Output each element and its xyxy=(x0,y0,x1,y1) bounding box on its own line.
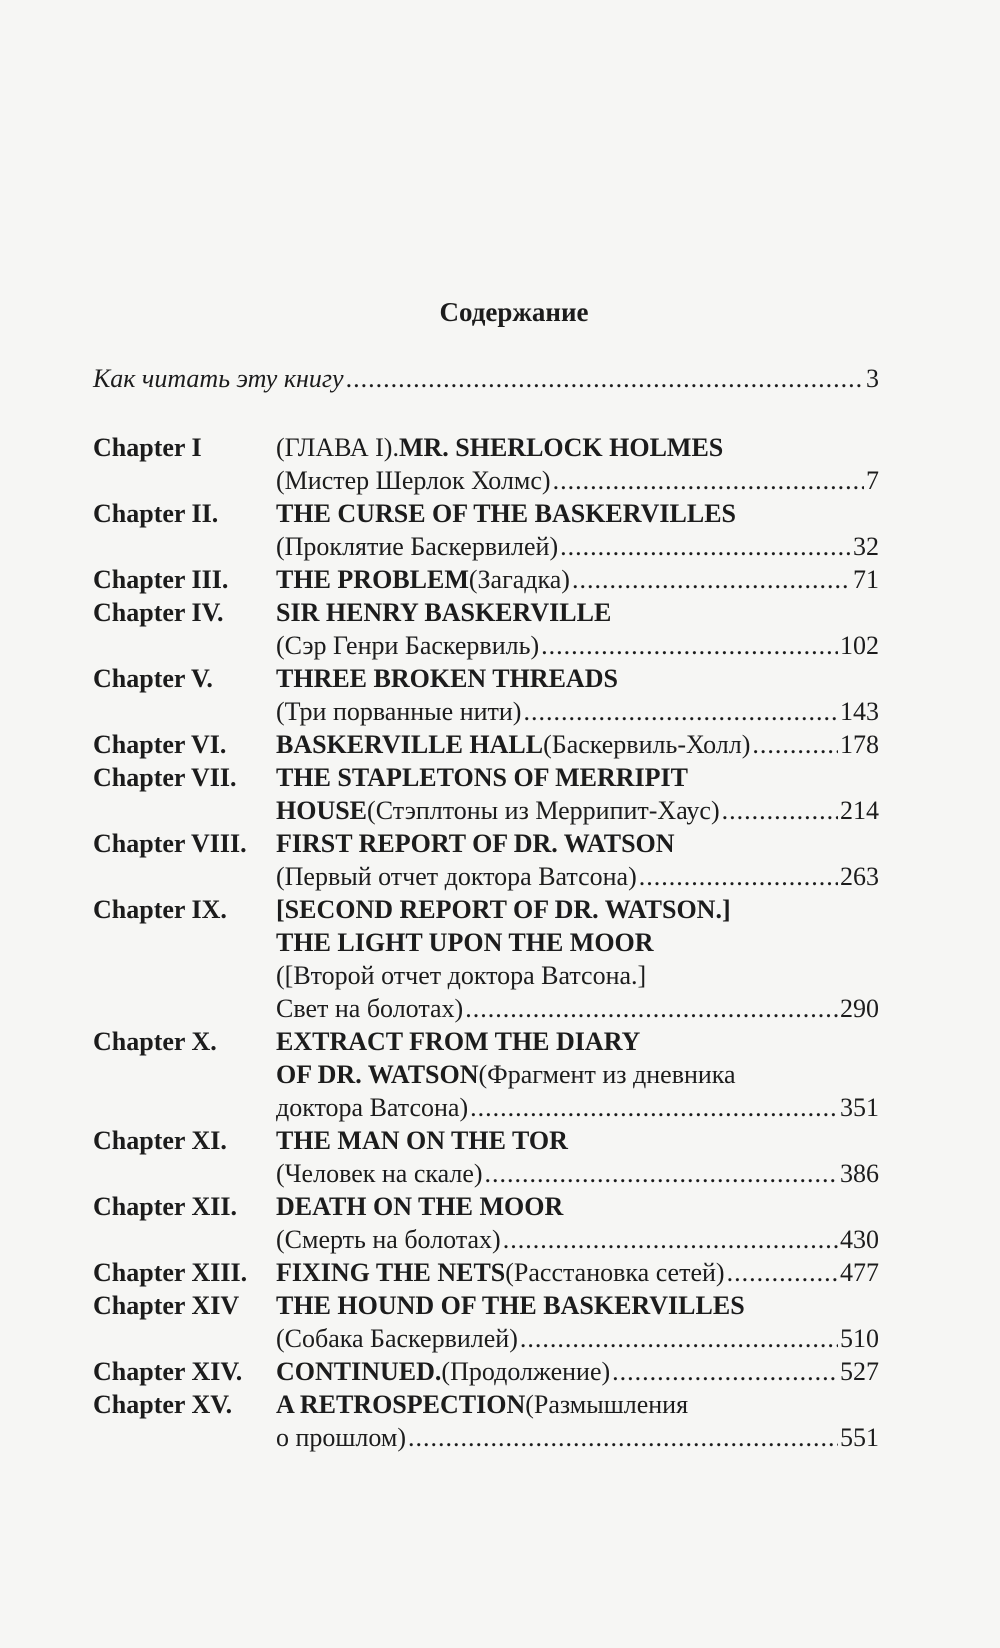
entry-title-ru: (Сэр Генри Баскервиль) xyxy=(276,631,540,660)
entry-subtitle xyxy=(276,1421,879,1454)
toc-entry-line xyxy=(93,497,879,530)
page-number: 430 xyxy=(840,1225,879,1254)
entry-title-ru: ([Второй отчет доктора Ватсона.] xyxy=(276,961,647,990)
entry-title-ru: (Три порванные нити) xyxy=(276,697,522,726)
page-number: 386 xyxy=(840,1159,879,1188)
page-number: 551 xyxy=(840,1423,879,1452)
entry-title-en: THE LIGHT UPON THE MOOR xyxy=(276,928,654,957)
entry-title-en: THREE BROKEN THREADS xyxy=(276,664,618,693)
entry-title xyxy=(276,1388,879,1421)
entry-title-en: THE PROBLEM xyxy=(276,565,469,594)
dot-leader xyxy=(553,464,864,497)
entry-title xyxy=(276,1190,879,1223)
toc-entry-line xyxy=(93,629,879,662)
dot-leader xyxy=(560,530,851,563)
chapter-label: Chapter VI. xyxy=(93,730,227,759)
toc-entry-line xyxy=(93,794,879,827)
toc-entry-line xyxy=(93,1190,879,1223)
toc-entry-line xyxy=(93,893,879,926)
chapter-label: Chapter XII. xyxy=(93,1192,237,1221)
entry-subtitle xyxy=(276,959,879,992)
toc-entry-line xyxy=(93,1256,879,1289)
entry-title-en: SIR HENRY BASKERVILLE xyxy=(276,598,612,627)
entry-title xyxy=(276,1355,879,1388)
toc-entry-line xyxy=(93,728,879,761)
entry-title-ru: (Человек на скале) xyxy=(276,1159,483,1188)
entry-title-en: EXTRACT FROM THE DIARY xyxy=(276,1027,641,1056)
entry-title-ru: (Мистер Шерлок Холмс) xyxy=(276,466,551,495)
entry-title-ru: (Расстановка сетей) xyxy=(505,1258,725,1287)
entry-subtitle xyxy=(276,629,879,662)
entry-title-en: HOUSE xyxy=(276,796,368,825)
toc-entry-line xyxy=(93,563,879,596)
toc-entry-line xyxy=(93,464,879,497)
entry-subtitle xyxy=(276,860,879,893)
toc-entry-line xyxy=(93,926,879,959)
toc-entry-line xyxy=(93,530,879,563)
page-number: 3 xyxy=(866,364,879,393)
entry-title-ru: (Продолжение) xyxy=(441,1357,611,1386)
toc-entry-intro xyxy=(93,362,879,395)
chapter-label: Chapter IV. xyxy=(93,598,224,627)
entry-title-ru: (Загадка) xyxy=(468,565,570,594)
toc-entry-line xyxy=(93,992,879,1025)
entry-title-ru: (Стэплтоны из Меррипит-Хаус) xyxy=(367,796,720,825)
toc-entry-line xyxy=(93,761,879,794)
entry-title-ru: о прошлом) xyxy=(276,1423,407,1452)
toc-entry-line xyxy=(93,596,879,629)
chapter-label: Chapter I xyxy=(93,433,202,462)
entry-title-en: OF DR. WATSON xyxy=(276,1060,479,1089)
toc-entry-line xyxy=(93,431,879,464)
toc-entry-line xyxy=(93,695,879,728)
entry-title xyxy=(276,1025,879,1058)
chapter-label: Chapter XIV. xyxy=(93,1357,243,1386)
entry-title xyxy=(276,728,879,761)
entry-title-ru: (Первый отчет доктора Ватсона) xyxy=(276,862,637,891)
entry-title-en: THE MAN ON THE TOR xyxy=(276,1126,568,1155)
chapter-label: Chapter IX. xyxy=(93,895,227,924)
entry-title-en: FIXING THE NETS xyxy=(276,1258,506,1287)
toc-entry-line xyxy=(93,860,879,893)
entry-title xyxy=(276,662,879,695)
entry-title-en: FIRST REPORT OF DR. WATSON xyxy=(276,829,675,858)
entry-title-ru: Свет на болотах) xyxy=(276,994,464,1023)
page-number: 351 xyxy=(840,1093,879,1122)
dot-leader xyxy=(722,794,838,827)
toc-entry-line xyxy=(93,1223,879,1256)
page-number: 102 xyxy=(840,631,879,660)
toc-entry-line xyxy=(93,1322,879,1355)
entry-title xyxy=(276,497,879,530)
entry-subtitle xyxy=(276,1223,879,1256)
page-number: 510 xyxy=(840,1324,879,1353)
page-number: 263 xyxy=(840,862,879,891)
page-number: 477 xyxy=(840,1258,879,1287)
dot-leader xyxy=(346,362,864,395)
entry-title xyxy=(276,893,879,926)
entry-title-ru: (Баскервиль-Холл) xyxy=(543,730,751,759)
entry-title-en: THE HOUND OF THE BASKERVILLES xyxy=(276,1291,745,1320)
toc-list xyxy=(93,431,879,1454)
chapter-label: Chapter III. xyxy=(93,565,229,594)
chapter-label: Chapter XIV xyxy=(93,1291,240,1320)
page-number: 290 xyxy=(840,994,879,1023)
dot-leader xyxy=(541,629,838,662)
entry-title xyxy=(276,761,879,794)
entry-title xyxy=(276,1124,879,1157)
entry-title xyxy=(276,563,879,596)
dot-leader xyxy=(485,1157,838,1190)
toc-entry-line xyxy=(93,1289,879,1322)
entry-subtitle xyxy=(276,464,879,497)
entry-subtitle xyxy=(276,794,879,827)
dot-leader xyxy=(752,728,838,761)
chapter-label: Chapter VIII. xyxy=(93,829,247,858)
page-title: Содержание xyxy=(439,297,589,327)
toc-entry-line xyxy=(93,1388,879,1421)
page-number: 143 xyxy=(840,697,879,726)
entry-title xyxy=(276,1289,879,1322)
entry-prefix: (ГЛАВА I). xyxy=(276,433,399,462)
toc-entry-line xyxy=(93,1355,879,1388)
dot-leader xyxy=(470,1091,838,1124)
entry-title-en: THE STAPLETONS OF MERRIPIT xyxy=(276,763,688,792)
toc-entry-line xyxy=(93,1091,879,1124)
entry-subtitle xyxy=(276,926,879,959)
toc-entry-line xyxy=(93,959,879,992)
entry-subtitle xyxy=(276,1091,879,1124)
entry-title-ru: (Размышления xyxy=(525,1390,689,1419)
toc-entry-line xyxy=(93,1124,879,1157)
chapter-label: Chapter II. xyxy=(93,499,219,528)
toc-entry-line xyxy=(93,662,879,695)
dot-leader xyxy=(408,1421,838,1454)
toc-entry-line xyxy=(93,1157,879,1190)
page-number: 32 xyxy=(853,532,879,561)
entry-title xyxy=(276,431,879,464)
entry-subtitle xyxy=(276,1322,879,1355)
dot-leader xyxy=(503,1223,838,1256)
entry-title-en: [SECOND REPORT OF DR. WATSON.] xyxy=(276,895,731,924)
entry-title-ru: (Смерть на болотах) xyxy=(276,1225,501,1254)
entry-title-en: BASKERVILLE HALL xyxy=(276,730,544,759)
entry-subtitle xyxy=(276,695,879,728)
page-number: 527 xyxy=(840,1357,879,1386)
entry-title-en: A RETROSPECTION xyxy=(276,1390,526,1419)
page-number: 214 xyxy=(840,796,879,825)
entry-title-ru: (Проклятие Баскервилей) xyxy=(276,532,559,561)
entry-subtitle xyxy=(276,1058,879,1091)
entry-title xyxy=(276,596,879,629)
entry-title xyxy=(276,1256,879,1289)
entry-title-ru: доктора Ватсона) xyxy=(276,1093,469,1122)
entry-title-en: CONTINUED. xyxy=(276,1357,442,1386)
entry-title-ru: (Фрагмент из дневника xyxy=(478,1060,736,1089)
entry-subtitle xyxy=(276,1157,879,1190)
chapter-label: Chapter VII. xyxy=(93,763,237,792)
page-number: 7 xyxy=(866,466,879,495)
chapter-label: Chapter X. xyxy=(93,1027,217,1056)
entry-title-en: THE CURSE OF THE BASKERVILLES xyxy=(276,499,737,528)
dot-leader xyxy=(465,992,838,1025)
chapter-label: Chapter XV. xyxy=(93,1390,233,1419)
entry-title-en: MR. SHERLOCK HOLMES xyxy=(398,433,724,462)
entry-title-ru: (Собака Баскервилей) xyxy=(276,1324,518,1353)
chapter-label: Chapter XI. xyxy=(93,1126,227,1155)
dot-leader xyxy=(639,860,838,893)
entry-title xyxy=(276,827,879,860)
toc-entry-line xyxy=(93,1025,879,1058)
page-number: 71 xyxy=(853,565,879,594)
dot-leader xyxy=(727,1256,838,1289)
entry-subtitle xyxy=(276,992,879,1025)
dot-leader xyxy=(572,563,851,596)
intro-label: Как читать эту книгу xyxy=(93,364,344,393)
entry-title-en: DEATH ON THE MOOR xyxy=(276,1192,564,1221)
dot-leader xyxy=(612,1355,838,1388)
page-number: 178 xyxy=(840,730,879,759)
dot-leader xyxy=(520,1322,838,1355)
dot-leader xyxy=(523,695,838,728)
toc-entry-line xyxy=(93,1421,879,1454)
chapter-label: Chapter V. xyxy=(93,664,213,693)
chapter-label: Chapter XIII. xyxy=(93,1258,248,1287)
entry-subtitle xyxy=(276,530,879,563)
toc-entry-line xyxy=(93,827,879,860)
toc-entry-line xyxy=(93,1058,879,1091)
